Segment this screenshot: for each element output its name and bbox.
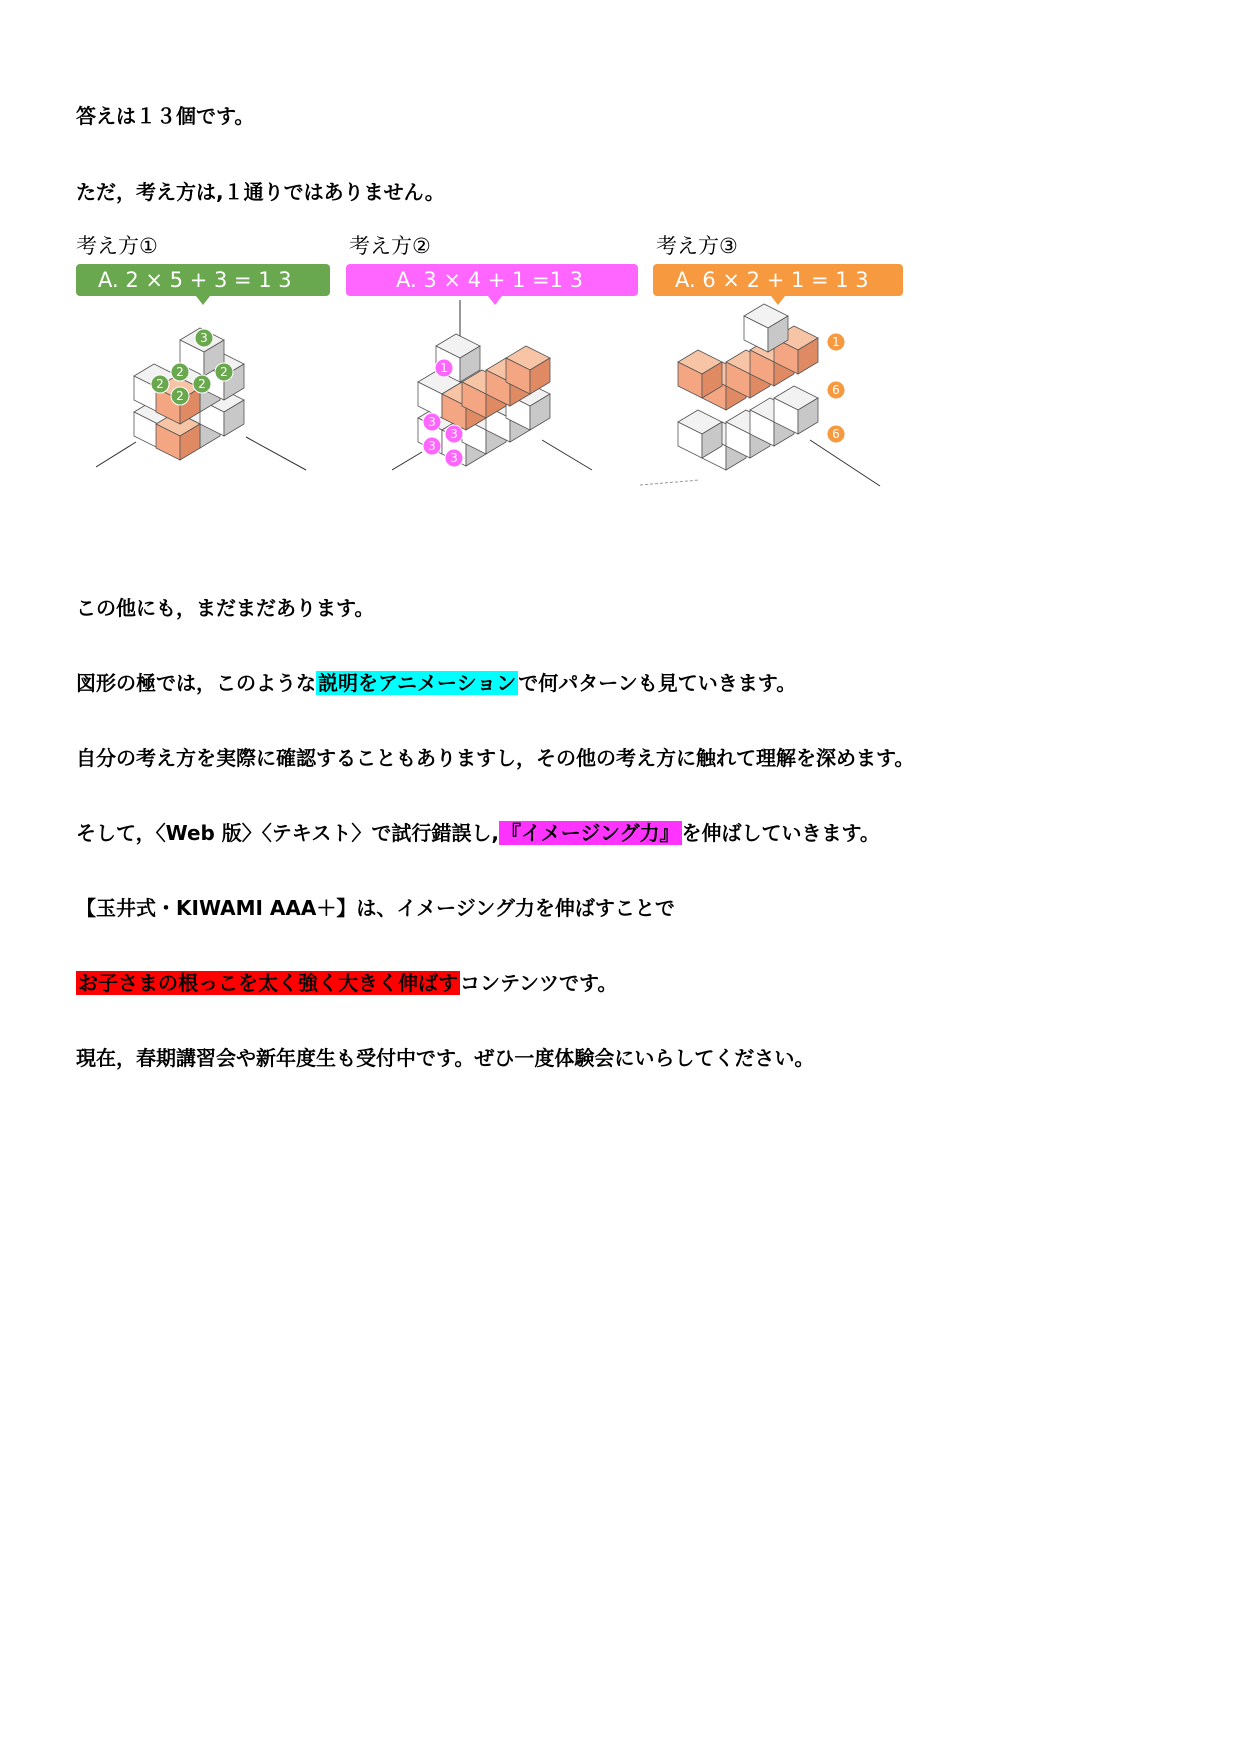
- badge-label: 3: [428, 439, 436, 453]
- badge-label: 3: [428, 415, 436, 429]
- badge-label: 1: [832, 335, 840, 349]
- method-3-answer: A. 6 × 2 + 1 = 1 3: [675, 268, 869, 292]
- line-animation-post: で何パターンも見ていきます。: [518, 671, 797, 695]
- badge-label: 3: [200, 331, 208, 345]
- line-imaging-pre: そして，〈Web 版〉〈テキスト〉で試行錯誤し,: [76, 821, 499, 845]
- method-3-label: 考え方③: [656, 234, 738, 258]
- badge-label: 6: [832, 383, 840, 397]
- method-1-answer: A. 2 × 5 + 3 = 1 3: [98, 268, 292, 292]
- badge-label: 2: [220, 365, 228, 379]
- badge-label: 2: [176, 365, 184, 379]
- line-contents-post: コンテンツです。: [460, 971, 618, 995]
- line-imaging-power: [76, 813, 880, 853]
- bubble-tail: [196, 296, 210, 305]
- line-imaging-post: を伸ばしていきます。: [681, 821, 880, 845]
- figure-method-2: [392, 300, 612, 480]
- line-not-one-way: ただ，考え方は,１通りではありません。: [76, 180, 445, 204]
- line-animation-pre: 図形の極では，このような: [76, 671, 316, 695]
- badge-label: 1: [440, 361, 448, 375]
- figure-method-1: [96, 322, 316, 482]
- highlight-roots: お子さまの根っこを太く強く大きく伸ばす: [78, 971, 458, 995]
- method-2-answer: A. 3 × 4 + 1 =1 3: [396, 268, 583, 292]
- line-trial-invitation: 現在，春期講習会や新年度生も受付中です。ぜひ一度体験会にいらしてください。: [76, 1046, 815, 1070]
- method-1-answer-bubble: [76, 264, 330, 296]
- method-2-label: 考え方②: [349, 234, 431, 258]
- badge-label: 6: [832, 427, 840, 441]
- line-deepen-understanding: 自分の考え方を実際に確認することもありますし，その他の考え方に触れて理解を深めます。: [76, 746, 915, 770]
- line-animation: [76, 663, 796, 703]
- line-answer: 答えは１３個です。: [76, 104, 255, 128]
- line-more-ways: この他にも，まだまだあります。: [76, 596, 375, 620]
- highlight-animation: 説明をアニメーション: [318, 671, 517, 695]
- figure-method-3: [640, 300, 890, 490]
- badge-label: 2: [156, 377, 164, 391]
- line-contents: [76, 963, 617, 1003]
- highlight-imaging-power: 『イメージング力』: [501, 821, 680, 845]
- method-1-label: 考え方①: [76, 234, 158, 258]
- badge-label: 3: [450, 427, 458, 441]
- badge-label: 2: [176, 389, 184, 403]
- method-2-answer-bubble: [346, 264, 638, 296]
- badge-label: 3: [450, 451, 458, 465]
- badge-label: 2: [198, 377, 206, 391]
- line-kiwami: 【玉井式・KIWAMI AAA＋】は、イメージング力を伸ばすことで: [76, 896, 675, 920]
- method-3-answer-bubble: [653, 264, 903, 296]
